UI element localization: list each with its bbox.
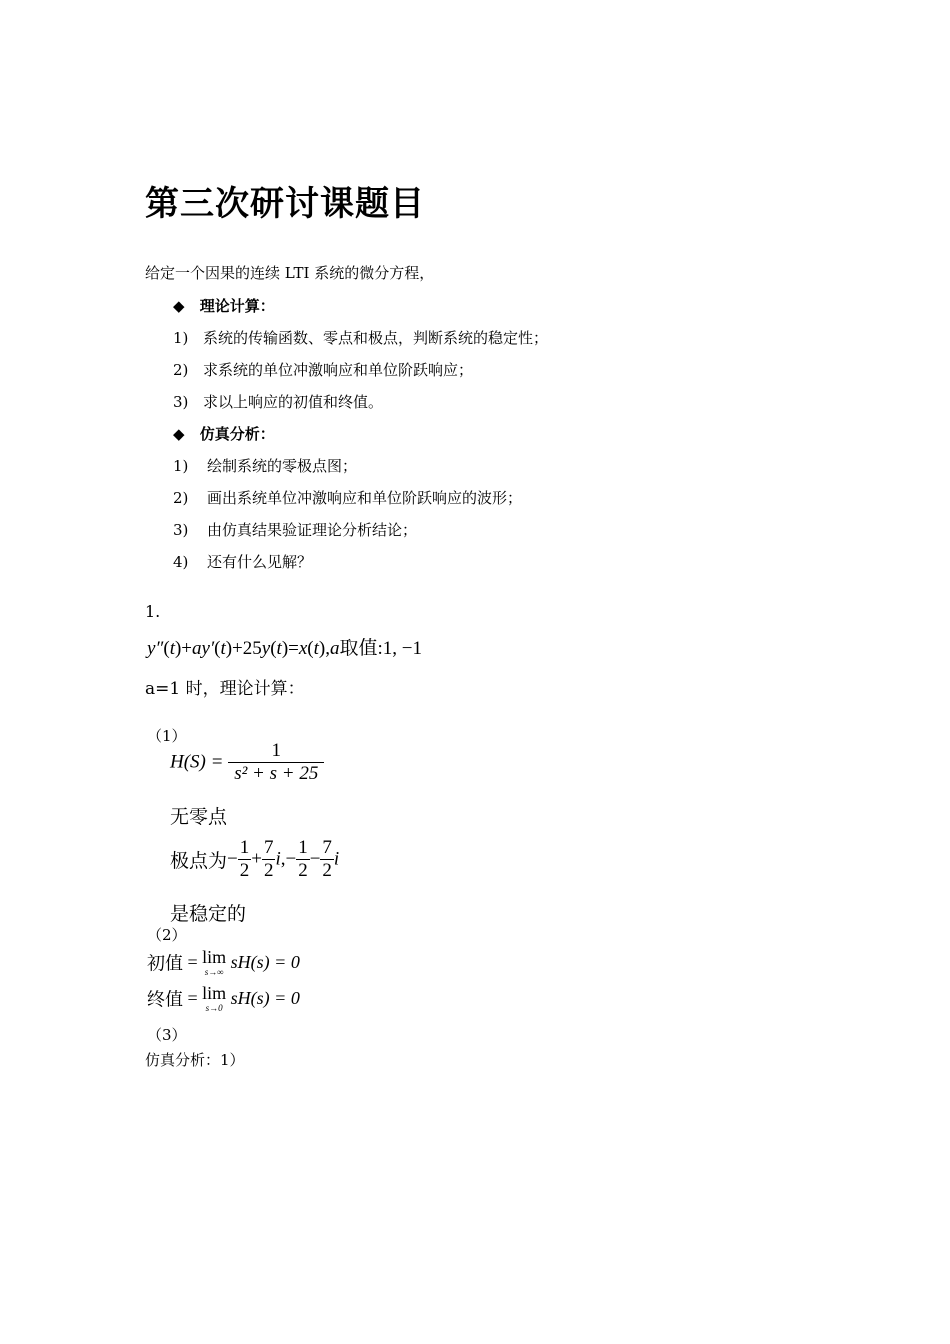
transfer-function (170, 740, 324, 785)
list-item (173, 551, 312, 572)
diamond-bullet-icon: ◆ (173, 297, 185, 315)
transfer-fraction (228, 740, 324, 785)
no-zero-text: 无零点 (170, 806, 228, 828)
list-item (173, 359, 473, 380)
item-number: 2) (173, 489, 189, 507)
item-text: 求系统的单位冲激响应和单位阶跃响应； (203, 361, 474, 379)
lim-subscript: s→∞ (204, 967, 224, 977)
simulation-line: 仿真分析：1） (145, 1051, 245, 1069)
final-value-line: 终值 = lim s→0 sH(s) = 0 (147, 983, 300, 1013)
item-text: 系统的传输函数、零点和极点，判断系统的稳定性； (203, 329, 549, 347)
problem-number: 1. (145, 602, 161, 621)
list-item (173, 391, 383, 412)
differential-equation: y″(t)+ay′(t)+25y(t)=x(t),a取值:1, −1 (147, 638, 422, 659)
poles-prefix: 极点为 (170, 850, 228, 872)
item-number: 3) (173, 521, 189, 539)
part2-label: （2） (147, 926, 187, 944)
list-item (173, 519, 417, 540)
case-line: a=1 时，理论计算： (145, 679, 305, 699)
lim-word: lim (202, 983, 227, 1003)
initial-value-line: 初值 = lim s→∞ sH(s) = 0 (147, 947, 300, 977)
lim-expression: sH(s) = 0 (230, 952, 300, 972)
item-number: 2) (173, 361, 189, 379)
equation-suffix: 取值:1, −1 (339, 638, 422, 659)
item-text: 求以上响应的初值和终值。 (203, 393, 384, 411)
list-item (173, 455, 357, 476)
lim-subscript: s→0 (205, 1003, 223, 1013)
initial-label: 初值 (147, 953, 183, 975)
simulation-heading-label: 仿真分析： (199, 425, 275, 443)
item-text: 由仿真结果验证理论分析结论； (207, 521, 418, 539)
lim-word: lim (202, 947, 227, 967)
transfer-lhs: H(S) = (170, 751, 224, 773)
item-text: 绘制系统的零极点图； (207, 457, 358, 475)
intro-text: 给定一个因果的连续 LTI 系统的微分方程， (145, 264, 435, 282)
item-number: 1) (173, 457, 189, 475)
fraction-numerator: 1 (271, 740, 282, 761)
item-number: 4) (173, 553, 189, 571)
stable-text: 是稳定的 (170, 903, 247, 925)
diamond-bullet-icon: ◆ (173, 425, 185, 443)
item-text: 画出系统单位冲激响应和单位阶跃响应的波形； (207, 489, 523, 507)
simulation-heading (173, 423, 275, 444)
lim-expression: sH(s) = 0 (230, 988, 300, 1008)
part3-label: （3） (147, 1026, 187, 1044)
item-number: 3) (173, 393, 189, 411)
final-label: 终值 (147, 989, 183, 1011)
theory-heading-label: 理论计算： (199, 297, 275, 315)
fraction-denominator: s² + s + 25 (228, 762, 324, 785)
item-text: 还有什么见解？ (207, 553, 313, 571)
theory-heading (173, 295, 275, 316)
list-item (173, 487, 522, 508)
item-number: 1) (173, 329, 189, 347)
page-title: 第三次研讨课题目 (145, 184, 425, 224)
poles-line: 极点为− $\frac{1}{2}$ + $\frac{7}{2}$ i,− $\frac{1}{2}$ − $\frac{7}{2}$ i (170, 837, 340, 881)
part1-label: （1） (147, 727, 187, 745)
list-item (173, 327, 548, 348)
